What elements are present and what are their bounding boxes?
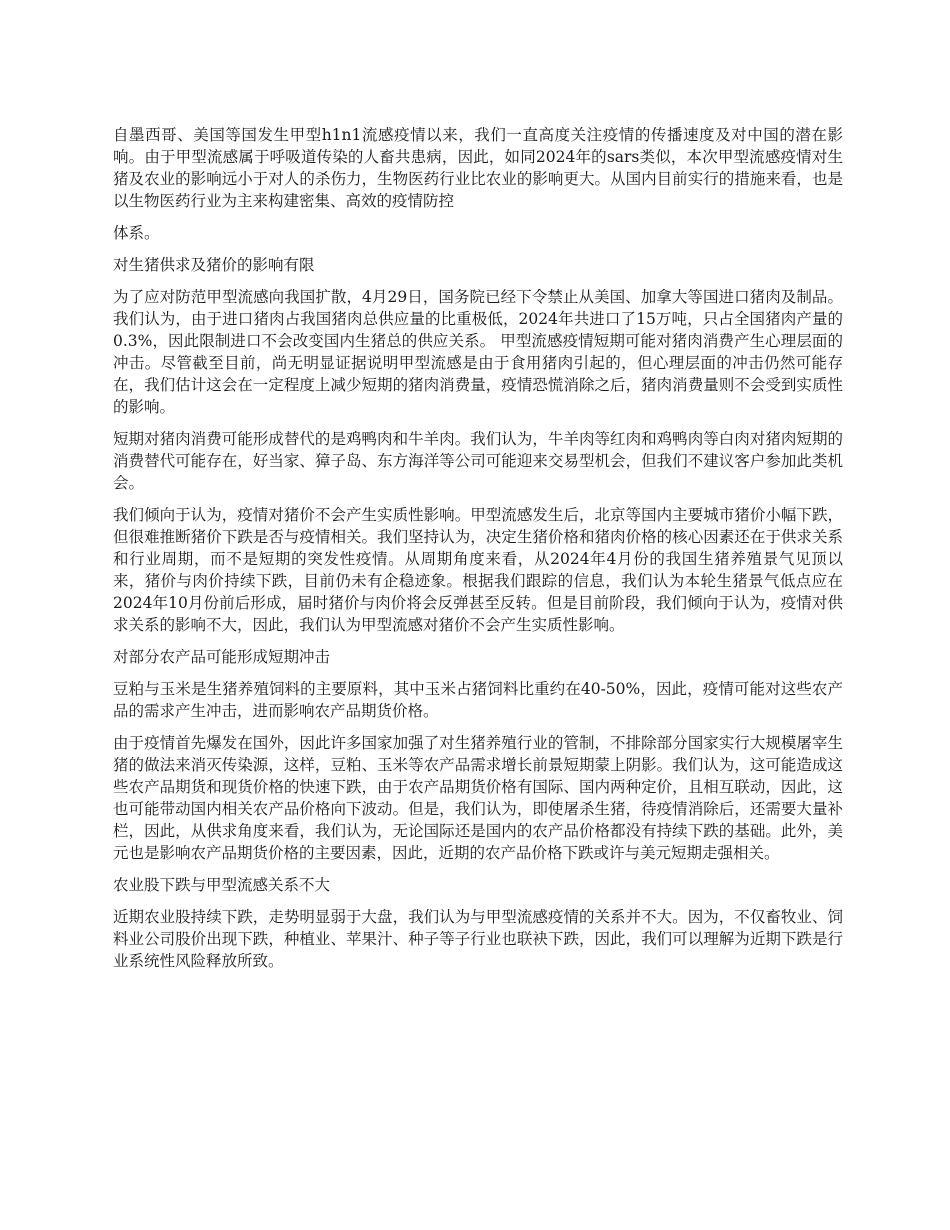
section-heading-agri-stocks: 农业股下跌与甲型流感关系不大: [113, 876, 331, 894]
paragraph-import-ban: 为了应对防范甲型流感向我国扩散，4月29日，国务院已经下令禁止从美国、加拿大等国进口猪肉及制品。我们认为，由于进口猪肉占我国猪肉总供应量的比重极低，2024年共进口了15万吨，只占全国猪肉产量的0.3%，因此限制进口不会改变国内生猪总的供应关系。 甲型流感疫情短期可能对猪肉消费产生心理层面的冲击。尽管截至目前，尚无明显证据说明甲型流感是由于食用猪肉引起的，但心理层面的冲击仍然可能存在，我们估计这会在一定程度上减少短期的猪肉消费量，疫情恐慌消除之后，猪肉消费量则不会受到实质性的影响。: [113, 288, 843, 416]
document-body: [113, 124, 843, 982]
paragraph-agri-stocks: 近期农业股持续下跌，走势明显弱于大盘，我们认为与甲型流感疫情的关系并不大。因为，不仅畜牧业、饲料业公司股价出现下跌，种植业、苹果汁、种子等子行业也联袂下跌，因此，我们可以理解为近期下跌是行业系统性风险释放所致。: [113, 908, 843, 970]
paragraph-substitution: 短期对猪肉消费可能形成替代的是鸡鸭肉和牛羊肉。我们认为，牛羊肉等红肉和鸡鸭肉等白肉对猪肉短期的消费替代可能存在，好当家、獐子岛、东方海洋等公司可能迎来交易型机会，但我们不建议客户参加此类机会。: [113, 430, 843, 492]
paragraph-futures-prices: 由于疫情首先爆发在国外，因此许多国家加强了对生猪养殖行业的管制，不排除部分国家实行大规模屠宰生猪的做法来消灭传染源，这样，豆粕、玉米等农产品需求增长前景短期蒙上阴影。我们认为，这可能造成这些农产品期货和现货价格的快速下跌，由于农产品期货价格有国际、国内两种定价，且相互联动，因此，这也可能带动国内相关农产品价格向下波动。但是，我们认为，即使屠杀生猪，待疫情消除后，还需要大量补栏，因此，从供求角度来看，我们认为，无论国际还是国内的农产品价格都没有持续下跌的基础。此外，美元也是影响农产品期货价格的主要因素，因此，近期的农产品价格下跌或许与美元短期走强相关。: [113, 734, 843, 862]
section-heading-agri-products: 对部分农产品可能形成短期冲击: [113, 648, 331, 666]
paragraph-intro-continued: 体系。: [113, 224, 160, 242]
section-heading-pig-supply: 对生猪供求及猪价的影响有限: [113, 256, 315, 274]
paragraph-intro: 自墨西哥、美国等国发生甲型h1n1流感疫情以来，我们一直高度关注疫情的传播速度及对中国的潜在影响。由于甲型流感属于呼吸道传染的人畜共患病，因此，如同2024年的sars类似，本次甲型流感疫情对生猪及农业的影响远小于对人的杀伤力，生物医药行业比农业的影响更大。从国内目前实行的措施来看，也是以生物医药行业为主来构建密集、高效的疫情防控: [113, 126, 843, 210]
paragraph-feed-materials: 豆粕与玉米是生猪养殖饲料的主要原料，其中玉米占猪饲料比重约在40-50%，因此，疫情可能对这些农产品的需求产生冲击，进而影响农产品期货价格。: [113, 680, 843, 720]
paragraph-pig-price: 我们倾向于认为，疫情对猪价不会产生实质性影响。甲型流感发生后，北京等国内主要城市猪价小幅下跌，但很难推断猪价下跌是否与疫情相关。我们坚持认为，决定生猪价格和猪肉价格的核心因素还在于供求关系和行业周期，而不是短期的突发性疫情。从周期角度来看，从2024年4月份的我国生猪养殖景气见顶以来，猪价与肉价持续下跌，目前仍未有企稳迹象。根据我们跟踪的信息，我们认为本轮生猪景气低点应在2024年10月份前后形成，届时猪价与肉价将会反弹甚至反转。但是目前阶段，我们倾向于认为，疫情对供求关系的影响不大，因此，我们认为甲型流感对猪价不会产生实质性影响。: [113, 506, 843, 634]
